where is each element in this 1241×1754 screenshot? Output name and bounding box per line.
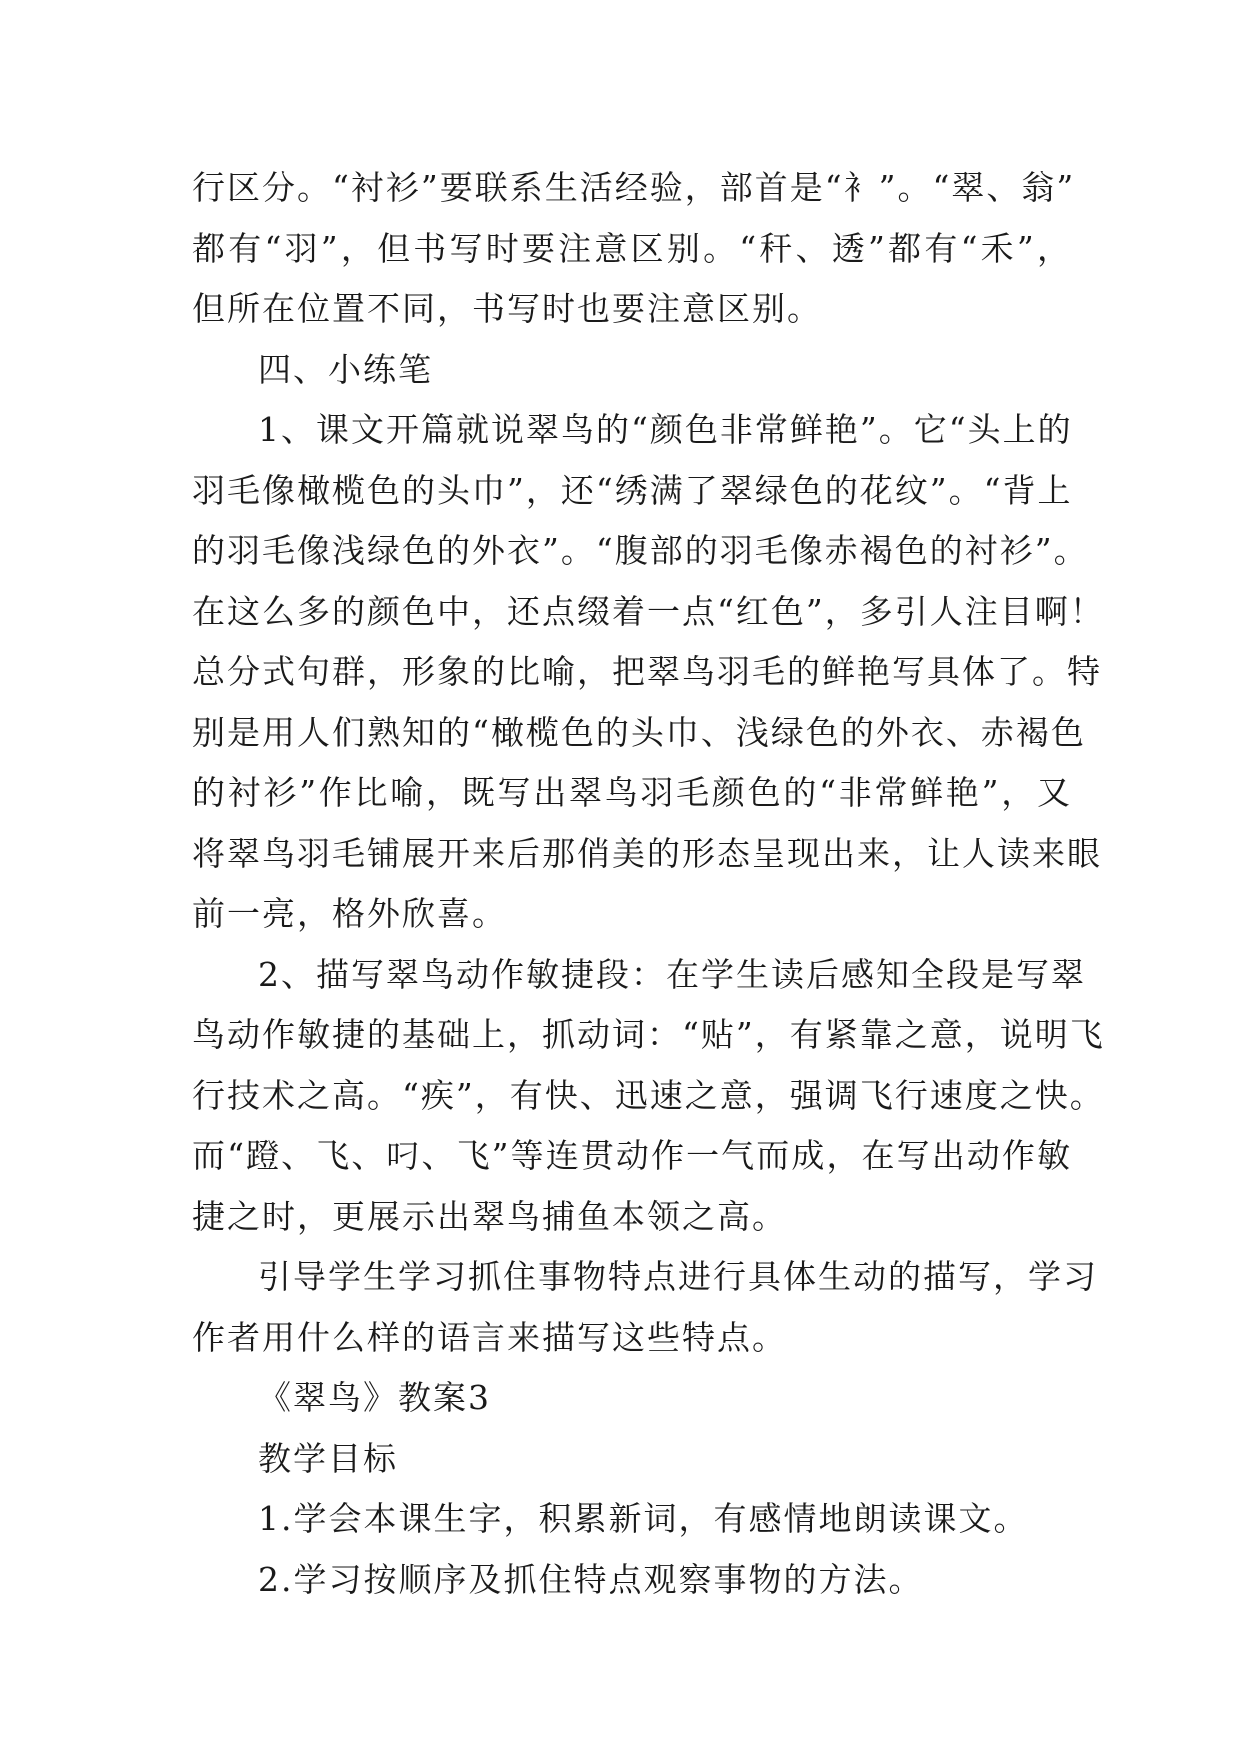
text-line: 1、课文开篇就说翠鸟的“颜色非常鲜艳”。它“头上的 bbox=[258, 410, 1073, 449]
text-line: 羽毛像橄榄色的头巾”，还“绣满了翠绿色的花纹”。“背上 bbox=[192, 470, 1073, 510]
text-line: 捷之时，更展示出翠鸟捕鱼本领之高。 bbox=[192, 1196, 787, 1236]
text-line: 作者用什么样的语言来描写这些特点。 bbox=[192, 1317, 787, 1357]
document-body bbox=[192, 158, 1105, 1610]
text-line: 将翠鸟羽毛铺展开来后那俏美的形态呈现出来，让人读来眼 bbox=[192, 833, 1102, 873]
section-heading: 四、小练笔 bbox=[258, 349, 433, 389]
text-line: 行区分。“衬衫”要联系生活经验，部首是“衤”。“翠、翁” bbox=[192, 168, 1076, 207]
text-line: 前一亮，格外欣喜。 bbox=[192, 894, 507, 933]
text-line: 行技术之高。“疾”，有快、迅速之意，强调飞行速度之快。 bbox=[192, 1075, 1105, 1115]
text-line: 的衬衫”作比喻，既写出翠鸟羽毛颜色的“非常鲜艳”，又 bbox=[192, 773, 1072, 812]
text-line: 引导学生学习抓住事物特点进行具体生动的描写，学习 bbox=[258, 1257, 1098, 1296]
text-line: 都有“羽”，但书写时要注意区别。“秆、透”都有“禾”， bbox=[192, 228, 1072, 268]
text-line: 鸟动作敏捷的基础上，抓动词：“贴”，有紧靠之意，说明飞 bbox=[192, 1015, 1105, 1054]
text-line: 但所在位置不同，书写时也要注意区别。 bbox=[192, 289, 822, 328]
text-line: 2、描写翠鸟动作敏捷段：在学生读后感知全段是写翠 bbox=[258, 954, 1086, 994]
section-heading: 教学目标 bbox=[258, 1438, 398, 1478]
section-title: 《翠鸟》教案3 bbox=[258, 1378, 491, 1417]
text-line: 总分式句群，形象的比喻，把翠鸟羽毛的鲜艳写具体了。特 bbox=[192, 652, 1102, 691]
objective-item: 1.学会本课生字，积累新词，有感情地朗读课文。 bbox=[258, 1499, 1029, 1538]
text-line: 的羽毛像浅绿色的外衣”。“腹部的羽毛像赤褐色的衬衫”。 bbox=[192, 531, 1089, 570]
text-line: 而“蹬、飞、叼、飞”等连贯动作一气而成，在写出动作敏 bbox=[192, 1136, 1072, 1175]
text-line: 在这么多的颜色中，还点缀着一点“红色”，多引人注目啊！ bbox=[192, 591, 1105, 631]
text-line: 别是用人们熟知的“橄榄色的头巾、浅绿色的外衣、赤褐色 bbox=[192, 712, 1086, 752]
objective-item: 2.学习按顺序及抓住特点观察事物的方法。 bbox=[258, 1559, 924, 1599]
